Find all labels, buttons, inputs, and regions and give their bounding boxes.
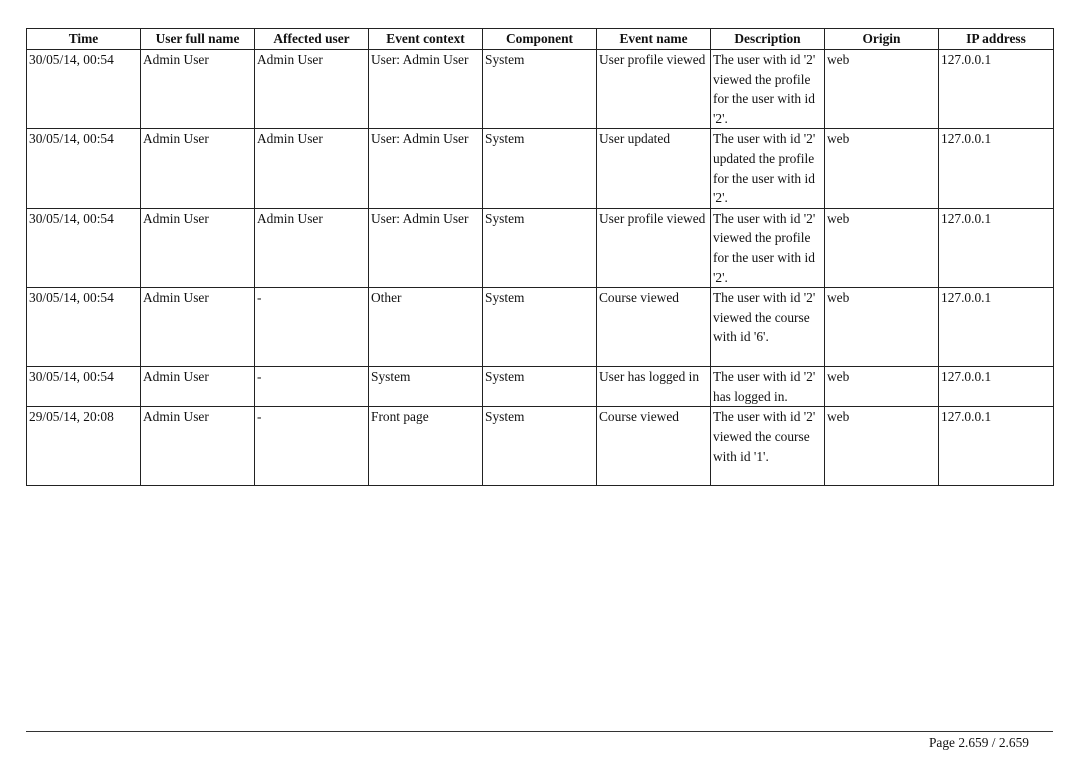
column-header-component: Component	[483, 29, 597, 50]
cell-user-full-name: Admin User	[141, 407, 255, 486]
footer-divider	[26, 731, 1053, 732]
cell-description: The user with id '2' updated the profile for the user with id '2'.	[711, 129, 825, 208]
cell-description: The user with id '2' has logged in.	[711, 367, 825, 407]
column-header-description: Description	[711, 29, 825, 50]
cell-affected-user: Admin User	[255, 208, 369, 287]
cell-origin: web	[825, 129, 939, 208]
cell-affected-user: -	[255, 407, 369, 486]
cell-event-name: Course viewed	[597, 407, 711, 486]
table-row	[27, 50, 1054, 129]
cell-origin: web	[825, 407, 939, 486]
cell-event-name: User updated	[597, 129, 711, 208]
column-header-event-name: Event name	[597, 29, 711, 50]
cell-description: The user with id '2' viewed the profile for the user with id '2'.	[711, 208, 825, 287]
cell-time: 30/05/14, 00:54	[27, 50, 141, 129]
cell-event-name: User profile viewed	[597, 50, 711, 129]
cell-user-full-name: Admin User	[141, 129, 255, 208]
cell-ip-address: 127.0.0.1	[939, 367, 1054, 407]
cell-time: 30/05/14, 00:54	[27, 288, 141, 367]
cell-affected-user: Admin User	[255, 50, 369, 129]
cell-event-context: User: Admin User	[369, 129, 483, 208]
column-header-affected-user: Affected user	[255, 29, 369, 50]
cell-event-context: User: Admin User	[369, 208, 483, 287]
cell-affected-user: Admin User	[255, 129, 369, 208]
cell-origin: web	[825, 367, 939, 407]
column-header-origin: Origin	[825, 29, 939, 50]
cell-time: 30/05/14, 00:54	[27, 208, 141, 287]
cell-time: 30/05/14, 00:54	[27, 129, 141, 208]
cell-event-name: User has logged in	[597, 367, 711, 407]
table-row	[27, 208, 1054, 287]
cell-ip-address: 127.0.0.1	[939, 407, 1054, 486]
cell-origin: web	[825, 208, 939, 287]
column-header-event-context: Event context	[369, 29, 483, 50]
cell-origin: web	[825, 288, 939, 367]
cell-component: System	[483, 50, 597, 129]
table-row	[27, 129, 1054, 208]
cell-event-context: Other	[369, 288, 483, 367]
cell-component: System	[483, 288, 597, 367]
cell-user-full-name: Admin User	[141, 208, 255, 287]
table-row	[27, 367, 1054, 407]
cell-component: System	[483, 367, 597, 407]
column-header-user-full-name: User full name	[141, 29, 255, 50]
table-row	[27, 407, 1054, 486]
cell-ip-address: 127.0.0.1	[939, 208, 1054, 287]
cell-ip-address: 127.0.0.1	[939, 50, 1054, 129]
column-header-time: Time	[27, 29, 141, 50]
cell-description: The user with id '2' viewed the profile for the user with id '2'.	[711, 50, 825, 129]
table-row	[27, 288, 1054, 367]
cell-time: 29/05/14, 20:08	[27, 407, 141, 486]
cell-event-context: User: Admin User	[369, 50, 483, 129]
cell-component: System	[483, 208, 597, 287]
cell-component: System	[483, 407, 597, 486]
cell-event-name: Course viewed	[597, 288, 711, 367]
cell-affected-user: -	[255, 367, 369, 407]
column-header-ip-address: IP address	[939, 29, 1054, 50]
table-header-row	[27, 29, 1054, 50]
cell-component: System	[483, 129, 597, 208]
cell-time: 30/05/14, 00:54	[27, 367, 141, 407]
cell-user-full-name: Admin User	[141, 367, 255, 407]
page-number: Page 2.659 / 2.659	[928, 735, 1029, 750]
cell-ip-address: 127.0.0.1	[939, 129, 1054, 208]
cell-origin: web	[825, 50, 939, 129]
cell-affected-user: -	[255, 288, 369, 367]
cell-description: The user with id '2' viewed the course with id '1'.	[711, 407, 825, 486]
cell-user-full-name: Admin User	[141, 50, 255, 129]
cell-description: The user with id '2' viewed the course with id '6'.	[711, 288, 825, 367]
cell-event-context: System	[369, 367, 483, 407]
cell-event-context: Front page	[369, 407, 483, 486]
cell-ip-address: 127.0.0.1	[939, 288, 1054, 367]
cell-user-full-name: Admin User	[141, 288, 255, 367]
cell-event-name: User profile viewed	[597, 208, 711, 287]
log-table	[26, 28, 1054, 486]
